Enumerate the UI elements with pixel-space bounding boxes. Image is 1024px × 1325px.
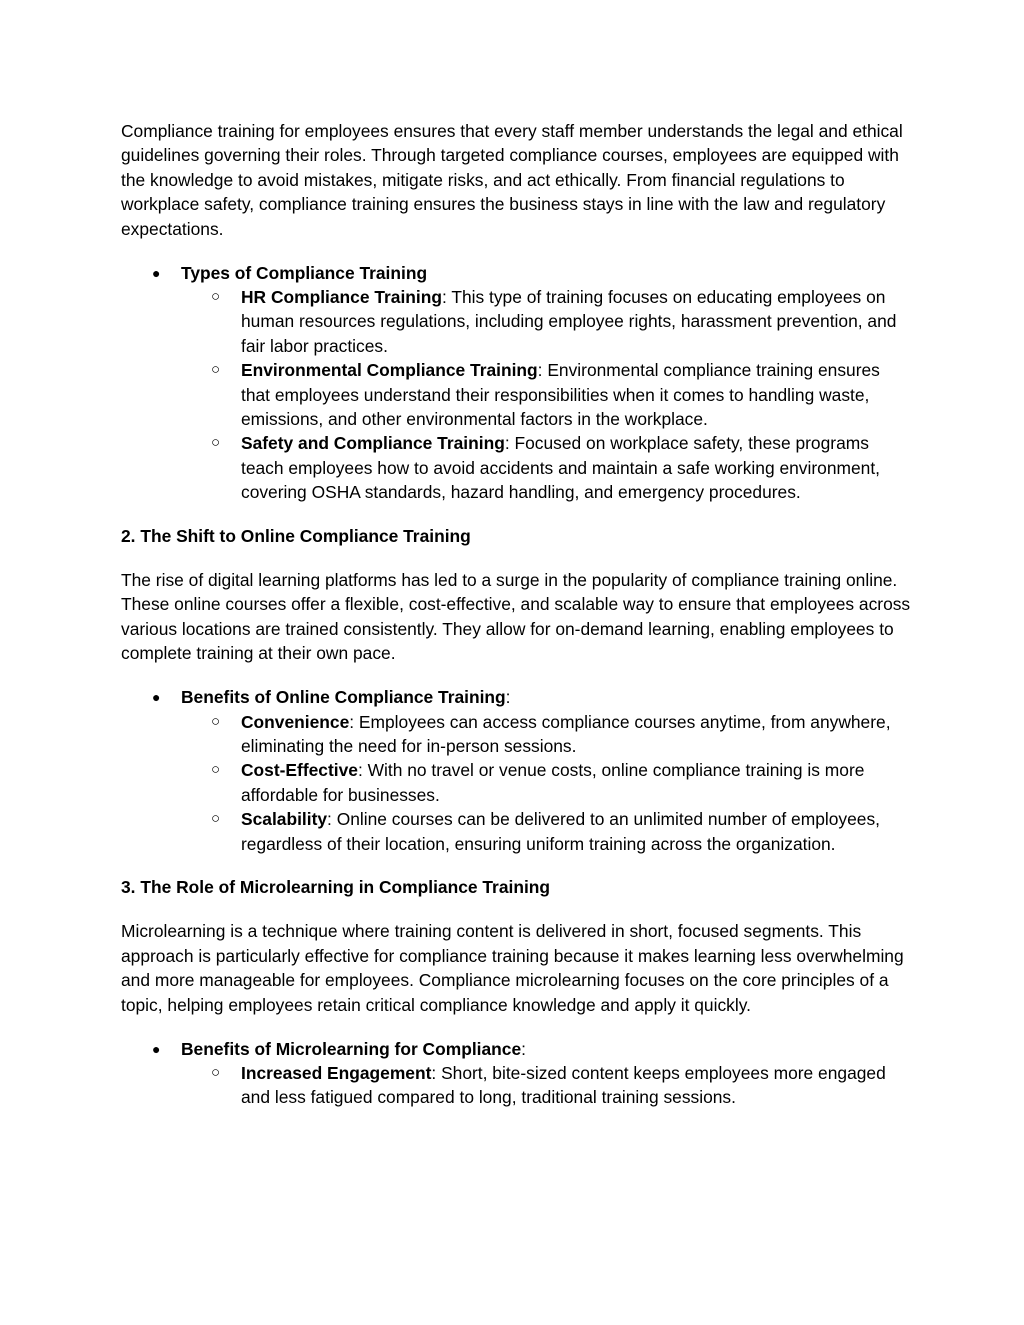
microlearning-benefits-sublist — [181, 1061, 911, 1110]
list-item — [121, 261, 911, 505]
item-description: : Short, bite-sized content keeps employees more engaged and less fatigued compared to long, traditional training sessions. — [241, 1062, 886, 1108]
types-sublist — [181, 285, 911, 505]
item-term: Convenience — [241, 711, 350, 732]
types-list — [121, 261, 911, 505]
item-description: : Focused on workplace safety, these programs teach employees how to avoid accidents and maintain a safe working environment, covering OSHA standards, hazard handling, and emergency procedures. — [241, 433, 880, 503]
microlearning-benefits-list — [121, 1037, 911, 1110]
list-item — [181, 431, 911, 504]
list-item — [181, 807, 911, 856]
item-description: : This type of training focuses on educating employees on human resources regulations, including employee rights, harassment prevention, and fair labor practices. — [241, 286, 897, 356]
item-term: Scalability — [241, 809, 328, 830]
item-term: HR Compliance Training — [241, 286, 442, 307]
list-title: Types of Compliance Training — [181, 262, 428, 283]
list-item — [181, 710, 911, 759]
hollow-bullet-icon: ○ — [211, 810, 221, 828]
filled-bullet-icon: ● — [152, 1040, 161, 1057]
list-title-suffix: : — [521, 1038, 526, 1059]
item-description: : Online courses can be delivered to an unlimited number of employees, regardless of their location, ensuring uniform training across the organization. — [241, 809, 880, 854]
section-paragraph: The rise of digital learning platforms has led to a surge in the popularity of compliance training online. These online courses offer a flexible, cost-effective, and scalable way to ensure that employees across various locations are trained consistently. They allow for on-demand learning, enabling employees to complete training at their own pace. — [121, 570, 911, 664]
item-term: Increased Engagement — [241, 1062, 432, 1083]
list-title: Benefits of Online Compliance Training — [181, 687, 506, 708]
hollow-bullet-icon: ○ — [211, 434, 221, 452]
hollow-bullet-icon: ○ — [211, 761, 221, 779]
hollow-bullet-icon: ○ — [211, 361, 221, 379]
item-description: : With no travel or venue costs, online compliance training is more affordable for businesses. — [241, 760, 865, 805]
filled-bullet-icon: ● — [152, 264, 161, 281]
hollow-bullet-icon: ○ — [211, 712, 221, 730]
section-paragraph: Microlearning is a technique where training content is delivered in short, focused segments. This approach is particularly effective for compliance training because it makes learning less overwhelming and more manageable for employees. Compliance microlearning focuses on the core principles of a topic, helping employees retain critical compliance knowledge and apply it quickly. — [121, 921, 904, 1015]
section-heading: 3. The Role of Microlearning in Compliance Training — [121, 877, 551, 898]
list-item — [121, 1037, 911, 1110]
online-benefits-list — [121, 685, 911, 856]
item-description: : Employees can access compliance courses anytime, from anywhere, eliminating the need for in-person sessions. — [241, 711, 891, 756]
section-heading: 2. The Shift to Online Compliance Training — [121, 526, 471, 547]
list-title: Benefits of Microlearning for Compliance — [181, 1038, 522, 1059]
intro-paragraph: Compliance training for employees ensures that every staff member understands the legal and ethical guidelines governing their roles. Through targeted compliance courses, employees are equipped with the knowledge to avoid mistakes, mitigate risks, and act ethically. From financial regulations to workplace safety, compliance training ensures the business stays in line with the law and regulatory expectations. — [121, 121, 903, 239]
online-benefits-sublist — [181, 710, 911, 856]
filled-bullet-icon: ● — [152, 689, 161, 706]
item-description: : Environmental compliance training ensures that employees understand their responsibilities when it comes to handling waste, emissions, and other environmental factors in the workplace. — [241, 360, 880, 429]
item-term: Cost-Effective — [241, 760, 358, 781]
hollow-bullet-icon: ○ — [211, 1063, 221, 1081]
list-title-suffix: : — [505, 687, 511, 708]
list-item — [181, 285, 911, 358]
item-term: Environmental Compliance Training — [241, 360, 538, 381]
list-item — [181, 758, 911, 807]
document-page — [121, 119, 911, 1129]
item-term: Safety and Compliance Training — [241, 433, 505, 454]
list-item — [181, 1061, 911, 1110]
list-item — [181, 358, 911, 431]
list-item — [121, 685, 911, 856]
hollow-bullet-icon: ○ — [211, 287, 221, 305]
